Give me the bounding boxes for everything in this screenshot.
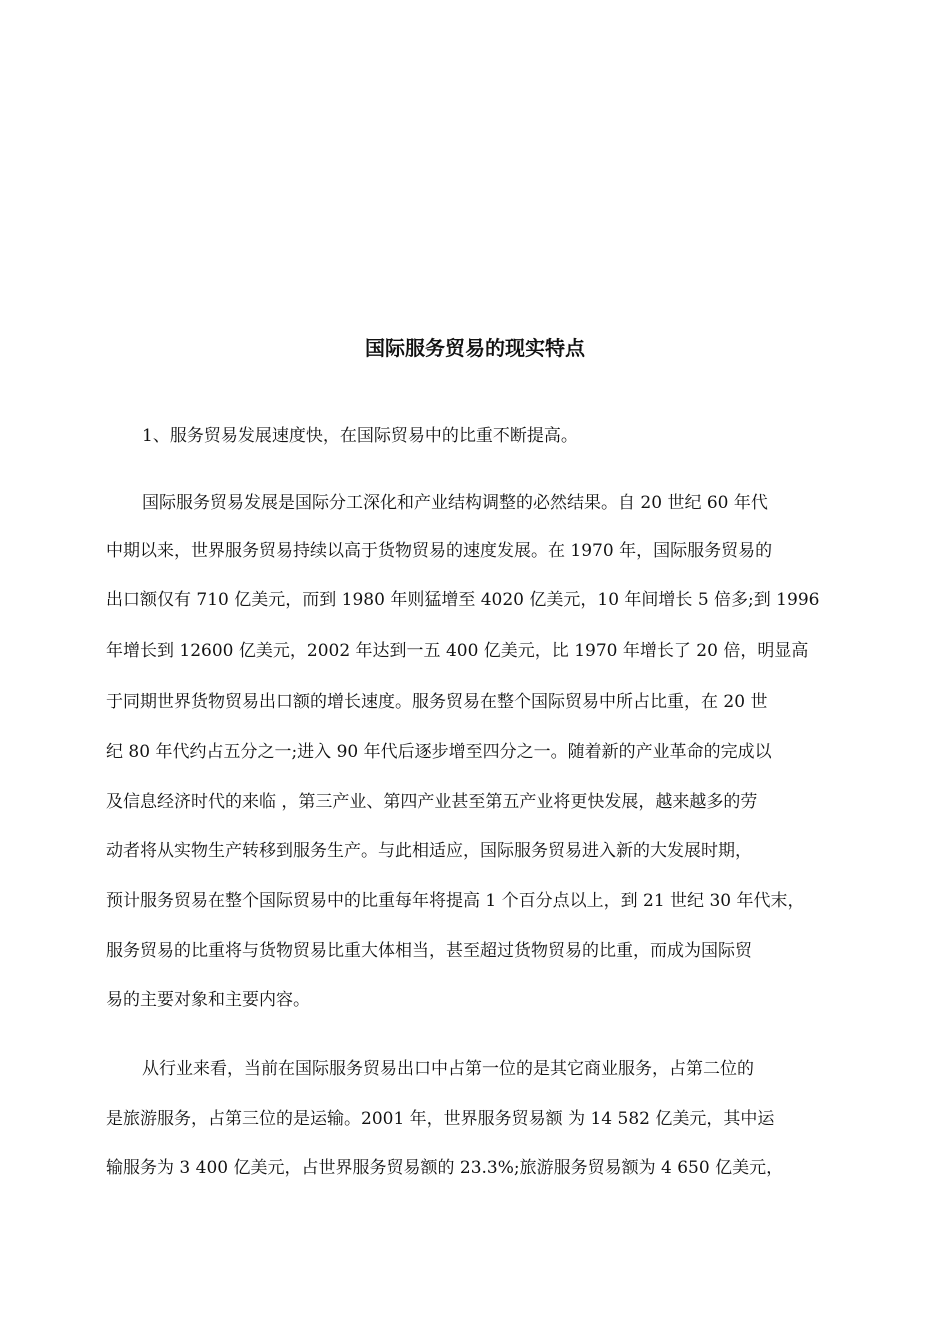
paragraph-line: 服务贸易的比重将与货物贸易比重大体相当，甚至超过货物贸易的比重，而成为国际贸 xyxy=(106,941,752,961)
paragraph-line: 从行业来看，当前在国际服务贸易出口中占第一位的是其它商业服务，占第二位的 xyxy=(142,1059,754,1079)
document-title: 国际服务贸易的现实特点 xyxy=(365,336,585,360)
paragraph-line: 国际服务贸易发展是国际分工深化和产业结构调整的必然结果。自 20 世纪 60 年代 xyxy=(142,493,768,513)
paragraph-line: 易的主要对象和主要内容。 xyxy=(106,990,310,1010)
paragraph-line: 动者将从实物生产转移到服务生产。与此相适应，国际服务贸易进入新的大发展时期， xyxy=(106,841,752,861)
paragraph-line: 预计服务贸易在整个国际贸易中的比重每年将提高 1 个百分点以上，到 21 世纪 30 年代末， xyxy=(106,891,805,911)
paragraph-line: 是旅游服务，占第三位的是运输。2001 年，世界服务贸易额 为 14 582 亿美元，其中运 xyxy=(106,1109,775,1129)
paragraph-line: 出口额仅有 710 亿美元，而到 1980 年则猛增至 4020 亿美元，10 年间增长 5 倍多;到 1996 xyxy=(106,590,820,610)
section-heading: 1、服务贸易发展速度快，在国际贸易中的比重不断提高。 xyxy=(142,426,578,446)
paragraph-line: 纪 80 年代约占五分之一;进入 90 年代后逐步增至四分之一。随着新的产业革命的完成以 xyxy=(106,742,772,762)
paragraph-line: 于同期世界货物贸易出口额的增长速度。服务贸易在整个国际贸易中所占比重，在 20 世 xyxy=(106,692,768,712)
paragraph-line: 中期以来，世界服务贸易持续以高于货物贸易的速度发展。在 1970 年，国际服务贸易的 xyxy=(106,541,773,561)
paragraph-line: 年增长到 12600 亿美元，2002 年达到一五 400 亿美元，比 1970 年增长了 20 倍，明显高 xyxy=(106,641,809,661)
paragraph-line: 输服务为 3 400 亿美元，占世界服务贸易额的 23.3%;旅游服务贸易额为 4 650 亿美元， xyxy=(106,1158,784,1178)
paragraph-line: 及信息经济时代的来临 ，第三产业、第四产业甚至第五产业将更快发展，越来越多的劳 xyxy=(106,792,758,812)
